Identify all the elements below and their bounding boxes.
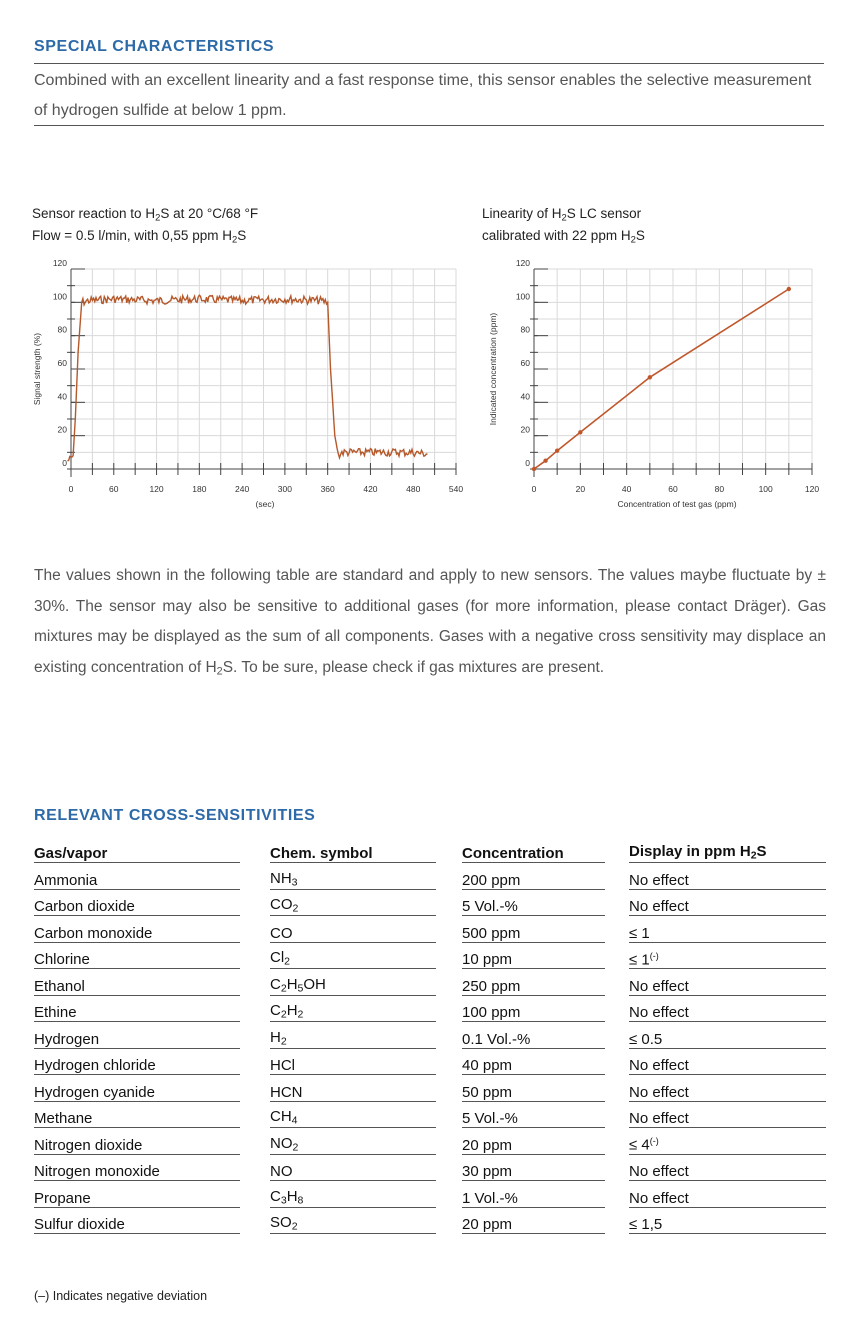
y-axis-label: Indicated concentration (ppm) [488, 312, 498, 426]
data-point [532, 467, 536, 471]
y-tick-label: 100 [515, 291, 530, 302]
cell-gas: Sulfur dioxide [34, 1207, 240, 1234]
y-tick-label: 20 [57, 424, 67, 435]
cell-display: No effect [629, 889, 826, 916]
special-characteristics-title: SPECIAL CHARACTERISTICS [34, 38, 275, 55]
y-tick-label: 120 [515, 258, 530, 268]
x-axis-label: (sec) [255, 499, 275, 509]
cell-symbol: $C_2H_2$ [270, 995, 436, 1022]
cell-gas: Ethanol [34, 969, 240, 996]
cell-symbol: HCl [270, 1048, 436, 1075]
data-point [543, 458, 547, 462]
cell-concentration: 50 ppm [462, 1075, 605, 1102]
x-tick-label: 120 [804, 484, 820, 494]
x-tick-label: 0 [531, 484, 537, 494]
cell-concentration: 30 ppm [462, 1154, 605, 1181]
header-symbol: Chem. symbol [270, 838, 436, 863]
y-axis-label: Signal strength (%) [32, 332, 42, 406]
x-tick-label: 40 [621, 484, 632, 494]
y-tick-label: 20 [520, 424, 530, 435]
header-display: Display in ppm $H_2S$ [629, 838, 826, 863]
table-row [34, 1048, 826, 1075]
cell-display: ≤ 1,5 [629, 1207, 826, 1234]
x-tick-label: 360 [320, 484, 335, 494]
x-tick-label: 60 [668, 484, 678, 494]
cell-display: No effect [629, 863, 826, 890]
table-row [34, 1022, 826, 1049]
cell-gas: Chlorine [34, 942, 240, 969]
cell-gas: Hydrogen chloride [34, 1048, 240, 1075]
chart2-title-line1: Linearity of $H_2S$ LC sensor [482, 206, 642, 224]
cell-gas: Hydrogen [34, 1022, 240, 1049]
cell-concentration: 1 Vol.-% [462, 1181, 605, 1208]
cell-concentration: 20 ppm [462, 1207, 605, 1234]
table-row [34, 969, 826, 996]
cell-display: No effect [629, 1154, 826, 1181]
x-tick-label: 180 [192, 484, 207, 494]
cell-gas: Ethine [34, 995, 240, 1022]
x-tick-label: 120 [149, 484, 164, 494]
cell-concentration: 10 ppm [462, 942, 605, 969]
cell-concentration: 5 Vol.-% [462, 889, 605, 916]
cell-display: ≤ 1 [629, 916, 826, 943]
data-point [648, 375, 652, 379]
cell-gas: Carbon dioxide [34, 889, 240, 916]
y-tick-label: 40 [520, 391, 530, 402]
cell-gas: Methane [34, 1101, 240, 1128]
cell-display: ≤ 1(-) [629, 942, 826, 969]
cell-display: No effect [629, 1075, 826, 1102]
cell-concentration: 200 ppm [462, 863, 605, 890]
cell-symbol: $NO_2$ [270, 1128, 436, 1155]
y-tick-label: 100 [52, 291, 67, 302]
chart2-title-line2: calibrated with 22 ppm $H_2S$ [482, 228, 645, 246]
table-row [34, 1128, 826, 1155]
table-row [34, 1075, 826, 1102]
y-tick-label: 0 [525, 458, 530, 468]
table-row [34, 916, 826, 943]
y-tick-label: 80 [57, 324, 67, 335]
cell-display: No effect [629, 1101, 826, 1128]
cell-gas: Carbon monoxide [34, 916, 240, 943]
table-row [34, 863, 826, 890]
cell-symbol: $Cl_2$ [270, 942, 436, 969]
cell-display: No effect [629, 1048, 826, 1075]
chart2-caption [482, 205, 645, 250]
table-row [34, 1101, 826, 1128]
header-gas: Gas/vapor [34, 838, 240, 863]
cell-gas: Propane [34, 1181, 240, 1208]
table-row [34, 942, 826, 969]
table-row [34, 889, 826, 916]
cell-concentration: 0.1 Vol.-% [462, 1022, 605, 1049]
y-tick-label: 120 [52, 258, 67, 268]
cell-concentration: 40 ppm [462, 1048, 605, 1075]
cell-symbol: CO [270, 916, 436, 943]
y-tick-label: 80 [520, 324, 530, 335]
sensor-reaction-chart [24, 256, 464, 518]
cross-sensitivity-table [34, 838, 826, 1234]
cross-sensitivities-title: RELEVANT CROSS-SENSITIVITIES [34, 807, 316, 824]
intro-divider [34, 125, 824, 126]
cell-gas: Nitrogen dioxide [34, 1128, 240, 1155]
table-header-row [34, 838, 826, 863]
table-row [34, 1207, 826, 1234]
cell-gas: Ammonia [34, 863, 240, 890]
cell-display: No effect [629, 1181, 826, 1208]
cell-display: No effect [629, 995, 826, 1022]
x-tick-label: 300 [277, 484, 292, 494]
table-row [34, 995, 826, 1022]
x-axis-label: Concentration of test gas (ppm) [617, 499, 737, 509]
cell-symbol: $SO_2$ [270, 1207, 436, 1234]
x-tick-label: 540 [448, 484, 464, 494]
x-tick-label: 0 [68, 484, 74, 494]
chart1-title-line1: Sensor reaction to $H_2S$ at 20 °C/68 °F [32, 206, 259, 224]
y-tick-label: 40 [57, 391, 67, 402]
x-tick-label: 20 [575, 484, 586, 494]
cell-symbol: NO [270, 1154, 436, 1181]
special-characteristics-text: Combined with an excellent linearity and a fast response time, this sensor enables the selective measurement of hydrogen sulfide at below 1 ppm. [34, 72, 812, 119]
cell-gas: Nitrogen monoxide [34, 1154, 240, 1181]
y-tick-label: 60 [520, 358, 530, 368]
title-divider [34, 63, 824, 64]
cell-concentration: 500 ppm [462, 916, 605, 943]
x-tick-label: 80 [714, 484, 725, 494]
y-tick-label: 60 [57, 358, 67, 368]
cell-display: No effect [629, 969, 826, 996]
x-tick-label: 100 [758, 484, 773, 494]
header-concentration: Concentration [462, 838, 605, 863]
x-tick-label: 420 [363, 484, 378, 494]
cell-concentration: 5 Vol.-% [462, 1101, 605, 1128]
data-point [787, 287, 791, 291]
cell-concentration: 20 ppm [462, 1128, 605, 1155]
linearity-chart [482, 256, 827, 518]
series-line [534, 289, 789, 469]
x-tick-label: 240 [235, 484, 250, 494]
footnote: (–) Indicates negative deviation [34, 1289, 208, 1303]
cell-symbol: $CH_4$ [270, 1101, 436, 1128]
x-tick-label: 480 [406, 484, 421, 494]
cell-symbol: $NH_3$ [270, 863, 436, 890]
cell-symbol: $C_2H_5OH$ [270, 969, 436, 996]
cell-display: ≤ 0.5 [629, 1022, 826, 1049]
cell-symbol: $H_2$ [270, 1022, 436, 1049]
chart1-caption [32, 205, 258, 250]
cell-display: ≤ 4(-) [629, 1128, 826, 1155]
x-tick-label: 60 [109, 484, 119, 494]
chart1-title-line2: Flow = 0.5 l/min, with 0,55 ppm $H_2S$ [32, 228, 247, 246]
data-point [578, 430, 582, 434]
data-point [555, 448, 559, 452]
cell-symbol: $C_3H_8$ [270, 1181, 436, 1208]
cell-symbol: HCN [270, 1075, 436, 1102]
table-row [34, 1181, 826, 1208]
cell-gas: Hydrogen cyanide [34, 1075, 240, 1102]
cross-sensitivity-intro-text: The values shown in the following table are standard and apply to new sensors. The values maybe fluctuate by ± 30%. The sensor may also be sensitive to additional gases (for more information, please contact Dräger). Gas mixtures may be displayed as the sum of all components. Gases with a negative cross sensitivity may displace an existing concentration of $H_2S$. To be sure, please check if gas mixtures are present. [34, 567, 826, 678]
cell-concentration: 100 ppm [462, 995, 605, 1022]
cell-concentration: 250 ppm [462, 969, 605, 996]
cell-symbol: $CO_2$ [270, 889, 436, 916]
table-row [34, 1154, 826, 1181]
y-tick-label: 0 [62, 458, 67, 468]
